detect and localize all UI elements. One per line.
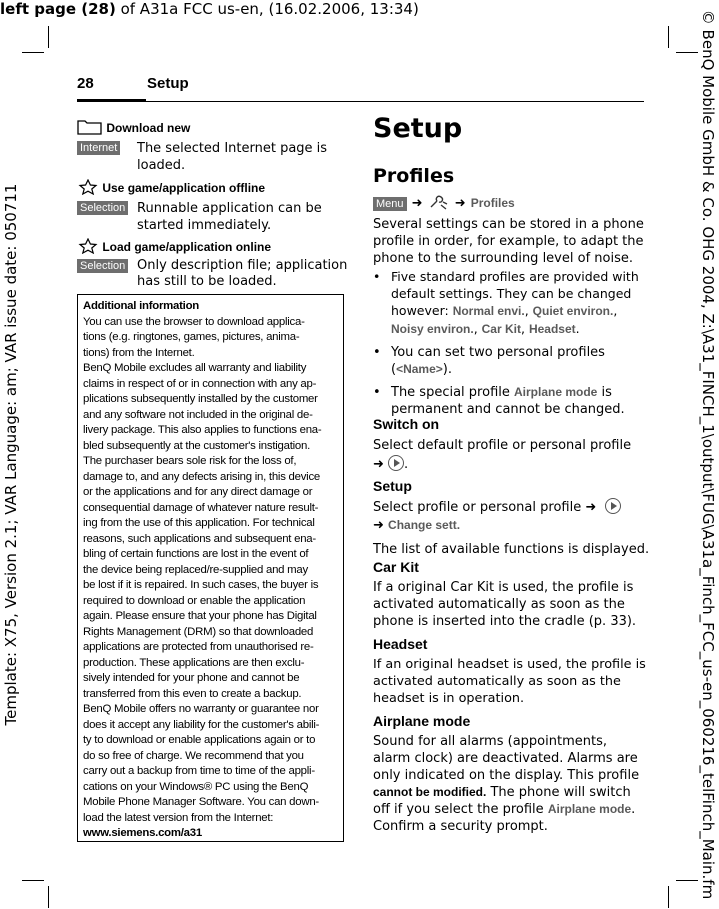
option-load-online (77, 238, 352, 290)
info-box-line: BenQ Mobile excludes all warranty and liability (83, 362, 307, 374)
switch-on-heading: Switch on (373, 416, 440, 432)
personal-profile-name: <Name> (396, 362, 443, 376)
menu-target-profiles: Profiles (470, 196, 515, 210)
header-rule (77, 101, 644, 102)
list-item: • Five standard profiles are provided with default settings. They can be changed however: Normal envi., Quiet environ., Noisy environ., Car Kit, Headset. (373, 269, 639, 336)
info-box-line: again. Please ensure that your phone has Digital (83, 610, 317, 622)
arrow-icon: ➜ (373, 457, 384, 472)
option-text: has still to be loaded. (137, 274, 277, 289)
nav-key-icon (388, 455, 404, 471)
change-settings-option: Change sett. (388, 518, 461, 532)
page-title: Setup (373, 113, 463, 144)
info-box-line: transferred from this even to create a backup. (83, 687, 302, 700)
print-header-page: left page (28) (0, 0, 116, 18)
arrow-icon: ➜ (373, 518, 384, 533)
profiles-heading: Profiles (373, 165, 455, 187)
intro-line: Several settings can be stored in a phone (373, 217, 644, 232)
softkey-menu: Menu (373, 197, 407, 211)
intro-line: profile in order, for example, to adapt the (373, 234, 644, 249)
option-text: loaded. (137, 158, 186, 173)
option-text: started immediately. (137, 218, 272, 233)
info-box-body (83, 315, 340, 827)
softkey-selection: Selection (77, 259, 128, 273)
info-box-line: plications subsequently installed by the customer (83, 393, 318, 405)
softkey-selection: Selection (77, 201, 128, 215)
arrow-icon: ➜ (454, 196, 466, 211)
bullet-list (373, 268, 673, 418)
crop-mark (668, 26, 669, 48)
info-box-line: tions) from the Internet. (83, 346, 195, 359)
info-box-line: Rights Management (DRM) so that downloaded (83, 625, 314, 638)
star-icon (77, 179, 99, 195)
info-box-line: or the applications and for any direct damage or (83, 486, 313, 498)
crop-mark (22, 52, 44, 53)
info-box-line: You can use the browser to download applica- (83, 315, 305, 328)
info-box-link: www.siemens.com/a31 (83, 827, 202, 839)
intro-line: phone to the surrounding level of noise. (373, 251, 633, 266)
profile-airplane: Airplane mode (514, 385, 598, 399)
option-title: Use game/application offline (102, 181, 266, 195)
option-text: The selected Internet page is (137, 141, 328, 156)
right-margin-copyright: © BenQ Mobile GmbH & Co. OHG 2004, Z:\A31_FINCH_1\output\FUG\A31a_Finch_FCC_us-en_060216_telFinch_Main.fm (699, 9, 717, 900)
option-title: Download new (106, 121, 191, 135)
info-box-line: the device being replaced/re-supplied and may (83, 563, 308, 576)
info-box-line: consequential damage of whatever nature result- (83, 501, 319, 514)
info-box-line: The purchaser bears sole risk for the loss of, (83, 455, 297, 467)
info-box-line: claims in respect of or in connection with any ap- (83, 377, 317, 390)
switch-on-text: Select default profile or personal profile ➜ . (373, 438, 632, 472)
info-box-line: damage to, and any defects arising in, this device (83, 470, 320, 483)
print-header-info: of A31a FCC us-en, (16.02.2006, 13:34) (115, 0, 419, 18)
option-text: Runnable application can be (137, 201, 322, 216)
info-box-line: carry out a backup from time to time of the appli- (83, 765, 315, 777)
headset-text: If an original headset is used, the profile is activated automatically as soon as the headset is in operation. (373, 657, 646, 706)
car-kit-heading: Car Kit (373, 559, 419, 575)
list-item: • The special profile Airplane mode is permanent and cannot be changed. (373, 385, 625, 417)
profile-noisy: Noisy environ. (391, 322, 474, 336)
page-number: 28 (77, 75, 94, 92)
arrow-icon: ➜ (411, 196, 423, 211)
info-box-line: cations on your Windows® PC using the BenQ (83, 780, 309, 793)
softkey-internet: Internet (77, 141, 120, 155)
setup-text: Select profile or personal profile ➜ ➜ Change sett. The list of available functions is displayed. (373, 500, 650, 557)
info-box-line: be lost if it is repaired. In such cases, the buyer is (83, 579, 319, 591)
info-box-line: do so free of charge. We recommend that you (83, 749, 304, 762)
option-title: Load game/application online (102, 240, 272, 254)
info-box-line: sively intended for your phone and cannot be (83, 672, 300, 684)
menu-path (373, 193, 515, 211)
info-box-line: ty to download or enable applications again or to (83, 734, 316, 746)
crop-mark (22, 880, 44, 881)
airplane-heading: Airplane mode (373, 713, 471, 729)
airplane-text: Sound for all alarms (appointments, alarm clock) are deactivated. Alarms are only indicated on the display. This profile cannot be modified. The phone will switch off if you select the profile Airplane mode. Confirm a security prompt. (373, 734, 640, 834)
nav-key-icon (605, 498, 621, 514)
star-icon (77, 238, 99, 254)
crop-mark (676, 880, 698, 881)
profile-quiet: Quiet environ. (532, 304, 614, 318)
list-item: • You can set two personal profiles (<Name>). (373, 345, 605, 377)
info-box-title: Additional information (83, 300, 199, 312)
info-box-line: load the latest version from the Internet: (83, 811, 274, 824)
option-use-offline (77, 179, 347, 234)
info-box-line: tions (e.g. ringtones, games, pictures, anima- (83, 331, 300, 343)
profile-car-kit: Car Kit (481, 322, 521, 336)
left-margin-template-info: Template: X75, Version 2.1; VAR Language: am; VAR issue date: 050711 (2, 183, 20, 726)
info-box-line: production. These applications are then exclu- (83, 656, 305, 669)
setup-heading: Setup (373, 478, 412, 494)
profile-normal: Normal envi. (452, 304, 525, 318)
profiles-intro (373, 216, 644, 267)
info-box-line: ing from the use of this application. For technical (83, 517, 315, 529)
crop-mark (48, 26, 49, 48)
car-kit-text: If a original Car Kit is used, the profile is activated automatically as soon as the phone is inserted into the cradle (p. 33). (373, 580, 637, 629)
option-text: Only description file; application (137, 258, 348, 273)
info-box-line: required to download or enable the application (83, 594, 306, 607)
print-header (0, 0, 419, 18)
crop-mark (668, 886, 669, 908)
info-box-line: Mobile Phone Manager Software. You can down- (83, 796, 319, 808)
headset-heading: Headset (373, 636, 428, 652)
profiles-icon (428, 193, 450, 211)
info-box-line: BenQ Mobile offers no warranty or guarantee nor (83, 703, 319, 715)
section-title: Setup (147, 75, 189, 92)
info-box-line: bled subsequently at the customer's instigation. (83, 439, 310, 452)
info-box-line: does it accept any liability for the customer's abili- (83, 718, 320, 731)
additional-info-box (77, 294, 344, 842)
info-box-line: livery package. This also applies to functions ena- (83, 424, 322, 436)
info-box-line: reasons, such applications and subsequent ena- (83, 532, 316, 545)
crop-mark (48, 886, 49, 908)
info-box-line: and any software not included in the original de- (83, 408, 313, 421)
info-box-line: applications are protected from unauthorised re- (83, 641, 314, 653)
profile-headset: Headset (528, 322, 576, 336)
option-download-new (77, 119, 347, 174)
profile-airplane: Airplane mode (547, 802, 632, 816)
info-box-line: bling of certain functions are lost in the event of (83, 548, 309, 560)
folder-icon (77, 119, 103, 135)
crop-mark (676, 52, 698, 53)
